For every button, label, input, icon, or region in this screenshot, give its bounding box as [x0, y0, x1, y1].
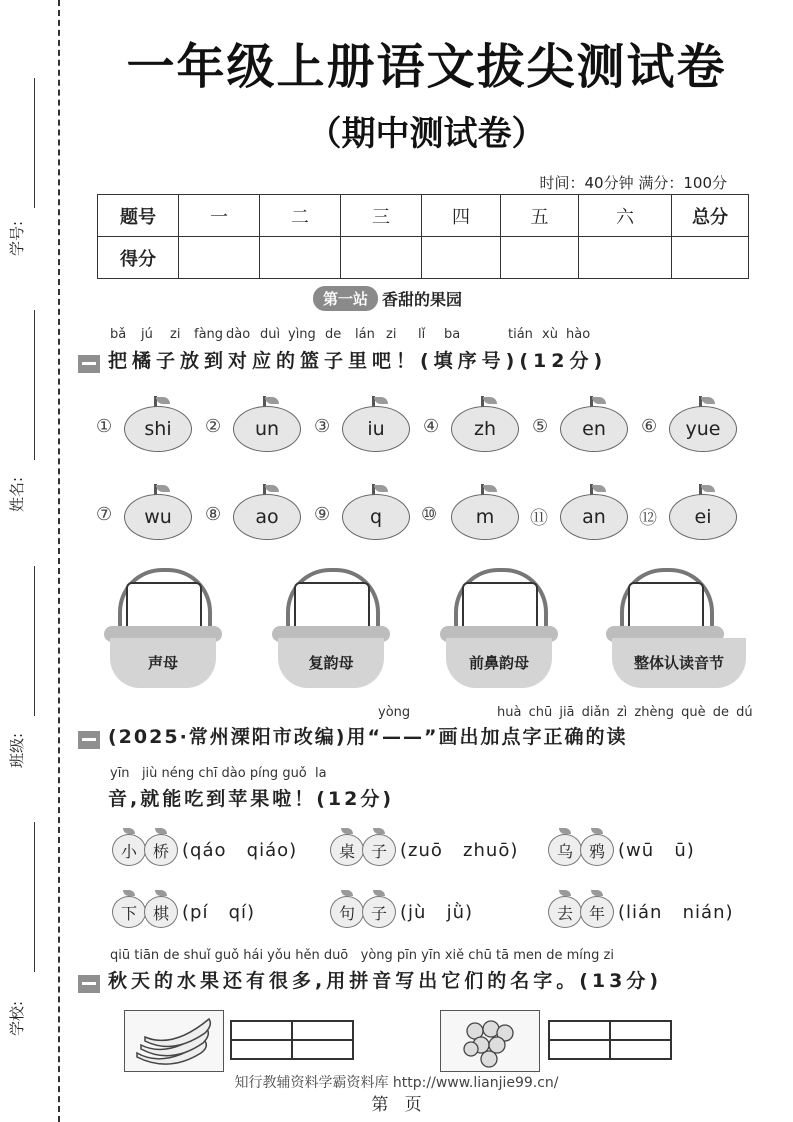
character-dotted: 年 [580, 896, 614, 928]
station-banner [313, 286, 462, 310]
basket-label: 整体认读音节 [612, 638, 746, 688]
leaf-icon [374, 397, 388, 404]
basket-label: 复韵母 [278, 638, 384, 688]
pinyin: duì [260, 327, 281, 342]
station-badge: 第一站 [313, 286, 378, 311]
grape-icon [441, 1011, 539, 1071]
q2-text-line2: 音,就能吃到苹果啦！(12分) [108, 788, 395, 810]
pinyin-options[interactable]: (jù jǜ) [400, 901, 474, 923]
leaf-icon [374, 485, 388, 492]
character-dotted: 乌 [548, 834, 582, 866]
answer-box[interactable] [628, 582, 704, 632]
score-header-cell: 二 [260, 195, 341, 237]
pinyin: yīn jiù néng chī dào píng guǒ la [110, 766, 327, 781]
orange-label: q [342, 494, 410, 540]
q3-text: 秋天的水果还有很多,用拼音写出它们的名字。(13分) [108, 970, 663, 992]
q3-heading [78, 966, 662, 993]
leaf-icon [156, 397, 170, 404]
character-dotted: 棋 [144, 896, 178, 928]
word-item [330, 834, 518, 866]
pinyin: zi [170, 327, 181, 342]
score-cell[interactable] [422, 237, 501, 279]
leaf-icon [701, 397, 715, 404]
leaf-icon [265, 397, 279, 404]
word-item [548, 896, 734, 928]
pinyin: lán [355, 327, 375, 342]
orange-number: ⑧ [205, 504, 222, 525]
q1-heading [78, 346, 607, 373]
orange-label: wu [124, 494, 192, 540]
score-table-header-row [98, 195, 749, 237]
score-header-cell: 总分 [672, 195, 749, 237]
pinyin: hào [566, 327, 591, 342]
orange-item [669, 396, 737, 450]
score-cell[interactable] [260, 237, 341, 279]
leaf-icon [265, 485, 279, 492]
page-subtitle: （期中测试卷） [307, 114, 546, 154]
basket [606, 568, 724, 688]
pinyin: lǐ [418, 327, 426, 342]
answer-box[interactable] [462, 582, 538, 632]
score-header-cell: 一 [179, 195, 260, 237]
score-cell[interactable] [672, 237, 749, 279]
station-title: 香甜的果园 [382, 289, 463, 309]
pinyin: bǎ [110, 327, 127, 342]
orange-number: ⑨ [314, 504, 331, 525]
leaf-icon [592, 397, 606, 404]
page-number: 第 页 [371, 1095, 422, 1115]
basket [104, 568, 222, 688]
orange-item [342, 484, 410, 538]
basket-label: 声母 [110, 638, 216, 688]
side-label: 学校: [8, 1000, 26, 1036]
pinyin-options[interactable]: (pí qí) [182, 901, 256, 923]
banana-icon [125, 1011, 223, 1071]
pinyin: huà chū jiā diǎn zì zhèng què de dú [497, 705, 753, 720]
pinyin: fàng [194, 327, 224, 342]
pinyin-options[interactable]: (lián nián) [618, 901, 734, 923]
question-number-icon [78, 731, 100, 749]
score-cell[interactable] [579, 237, 672, 279]
banana-picture [124, 1010, 224, 1072]
pinyin-options[interactable]: (qáo qiáo) [182, 839, 298, 861]
score-table [97, 194, 749, 279]
orange-number: ⑪ [530, 508, 548, 529]
question-number-icon [78, 975, 100, 993]
score-cell[interactable] [179, 237, 260, 279]
side-label: 班级: [8, 732, 26, 768]
footer-source: 知行教辅资料学霸资料库 http://www.lianjie99.cn/ [234, 1075, 559, 1091]
pinyin: yìng [288, 327, 316, 342]
pinyin: qiū tiān de shuǐ guǒ hái yǒu hěn duō yòng pīn yīn xiě chū tā men de míng zi [110, 948, 614, 963]
pinyin-writing-grid[interactable] [230, 1020, 354, 1060]
basket-label: 前鼻韵母 [446, 638, 552, 688]
orange-number: ⑤ [532, 416, 549, 437]
side-rule [34, 78, 35, 208]
character: 子 [362, 834, 396, 866]
side-label: 姓名: [8, 476, 26, 512]
orange-label: en [560, 406, 628, 452]
pinyin: de [325, 327, 342, 342]
leaf-icon [483, 485, 497, 492]
score-row-label: 得分 [98, 237, 179, 279]
word-item [330, 896, 473, 928]
page-title: 一年级上册语文拔尖测试卷 [126, 39, 727, 95]
orange-number: ① [96, 416, 113, 437]
side-rule [34, 566, 35, 716]
pinyin: xù [542, 327, 558, 342]
pinyin: jú [141, 327, 153, 342]
orange-number: ⑦ [96, 504, 113, 525]
word-item [548, 834, 695, 866]
pinyin-options[interactable]: (zuō zhuō) [400, 839, 519, 861]
binding-dashed-line [58, 0, 60, 1122]
score-table-row [98, 237, 749, 279]
score-header-cell: 五 [501, 195, 579, 237]
score-header-cell: 三 [341, 195, 422, 237]
orange-number: ② [205, 416, 222, 437]
answer-box[interactable] [126, 582, 202, 632]
score-header-cell: 四 [422, 195, 501, 237]
grape-picture [440, 1010, 540, 1072]
score-cell[interactable] [341, 237, 422, 279]
orange-number: ⑫ [639, 508, 657, 529]
orange-number: ④ [423, 416, 440, 437]
side-rule [34, 822, 35, 972]
character: 去 [548, 896, 582, 928]
pinyin: dào [226, 327, 251, 342]
orange-label: un [233, 406, 301, 452]
orange-item [451, 396, 519, 450]
orange-number: ⑩ [421, 504, 438, 525]
leaf-icon [156, 485, 170, 492]
q2-text-line1: (2025·常州溧阳市改编)用“——”画出加点字正确的读 [108, 726, 628, 748]
orange-item [342, 396, 410, 450]
q2-heading [78, 722, 627, 749]
character: 下 [112, 896, 146, 928]
orange-label: shi [124, 406, 192, 452]
orange-item [233, 484, 301, 538]
character: 子 [362, 896, 396, 928]
orange-number: ③ [314, 416, 331, 437]
pinyin-options[interactable]: (wū ū) [618, 839, 695, 861]
time-info: 时间：40分钟 满分：100分 [539, 174, 727, 192]
orange-label: zh [451, 406, 519, 452]
leaf-icon [701, 485, 715, 492]
word-item [112, 896, 255, 928]
score-cell[interactable] [501, 237, 579, 279]
basket [440, 568, 558, 688]
orange-label: iu [342, 406, 410, 452]
orange-label: ei [669, 494, 737, 540]
pinyin: ba [444, 327, 461, 342]
character-dotted: 桥 [144, 834, 178, 866]
orange-item [233, 396, 301, 450]
answer-box[interactable] [294, 582, 370, 632]
character-dotted: 桌 [330, 834, 364, 866]
orange-label: an [560, 494, 628, 540]
orange-item [560, 484, 628, 538]
question-number-icon [78, 355, 100, 373]
side-label: 学号: [8, 220, 26, 256]
orange-number: ⑥ [641, 416, 658, 437]
word-item [112, 834, 297, 866]
orange-label: yue [669, 406, 737, 452]
character-dotted: 句 [330, 896, 364, 928]
character: 小 [112, 834, 146, 866]
pinyin: tián [508, 327, 533, 342]
score-header-cell: 题号 [98, 195, 179, 237]
orange-item [451, 484, 519, 538]
leaf-icon [483, 397, 497, 404]
orange-item [560, 396, 628, 450]
orange-item [124, 396, 192, 450]
character: 鸦 [580, 834, 614, 866]
score-header-cell: 六 [579, 195, 672, 237]
basket [272, 568, 390, 688]
pinyin: yòng [378, 705, 411, 720]
pinyin: zi [386, 327, 397, 342]
q2-heading-line2 [108, 784, 394, 811]
orange-item [669, 484, 737, 538]
orange-label: m [451, 494, 519, 540]
q1-text: 把橘子放到对应的篮子里吧！(填序号)(12分) [108, 350, 608, 372]
side-rule [34, 310, 35, 460]
orange-item [124, 484, 192, 538]
orange-label: ao [233, 494, 301, 540]
pinyin-writing-grid[interactable] [548, 1020, 672, 1060]
leaf-icon [592, 485, 606, 492]
